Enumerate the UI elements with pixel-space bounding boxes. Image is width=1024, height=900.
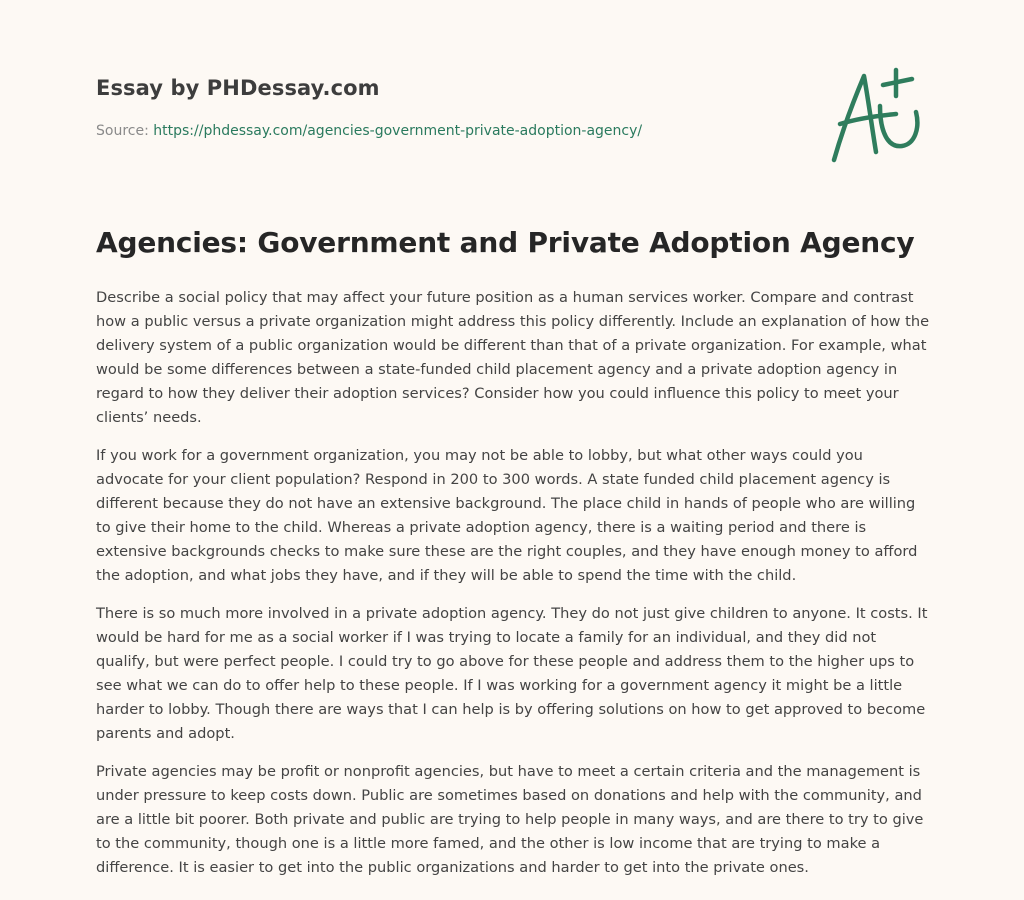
source-label: Source: [96, 123, 149, 139]
essay-paragraph: If you work for a government organization, you may not be able to lobby, but what other ways could you advocate for your client population? Respond in 200 to 300 words. A state funded child placement agency is different because they do not have an extensive background. The place child in hands of people who are willing to give their home to the child. Whereas a private adoption agency, there is a waiting period and there is extensive backgrounds checks to make sure these are the right couples, and they have enough money to afford the adoption, and what jobs they have, and if they will be able to spend the time with the child. [96, 447, 918, 584]
essay-body [96, 286, 930, 894]
essay-paragraph: There is so much more involved in a private adoption agency. They do not just give children to anyone. It costs. It would be hard for me as a social worker if I was trying to locate a family for an individual, and they did not qualify, but were perfect people. I could try to go above for these people and address them to the higher ups to see what we can do to offer help to these people. If I was working for a government agency it might be a little harder to lobby. Though there are ways that I can help is by offering solutions on how to get approved to become parents and adopt. [96, 605, 928, 742]
essay-paragraph: Private agencies may be profit or nonprofit agencies, but have to meet a certain criteria and the management is under pressure to keep costs down. Public are sometimes based on donations and help with the community, and are a little bit poorer. Both private and public are trying to help people in many ways, and are there to try to give to the community, though one is a little more famed, and the other is low income that are trying to make a difference. It is easier to get into the public organizations and harder to get into the private ones. [96, 763, 924, 876]
a-plus-grade-icon [826, 66, 932, 166]
brand-title: Essay by PHDessay.com [96, 76, 380, 100]
source-line [96, 123, 642, 139]
source-link[interactable]: https://phdessay.com/agencies-government-private-adoption-agency/ [153, 123, 643, 139]
essay-paragraph: Describe a social policy that may affect your future position as a human services worker. Compare and contrast how a public versus a private organization might address this policy differently. Include an explanation of how the delivery system of a public organization would be different than that of a private organization. For example, what would be some differences between a state-funded child placement agency and a private adoption agency in regard to how they deliver their adoption services? Consider how you could influence this policy to meet your clients’ needs. [96, 289, 930, 426]
essay-title: Agencies: Government and Private Adoption Agency [96, 226, 915, 259]
site-header [96, 0, 928, 200]
